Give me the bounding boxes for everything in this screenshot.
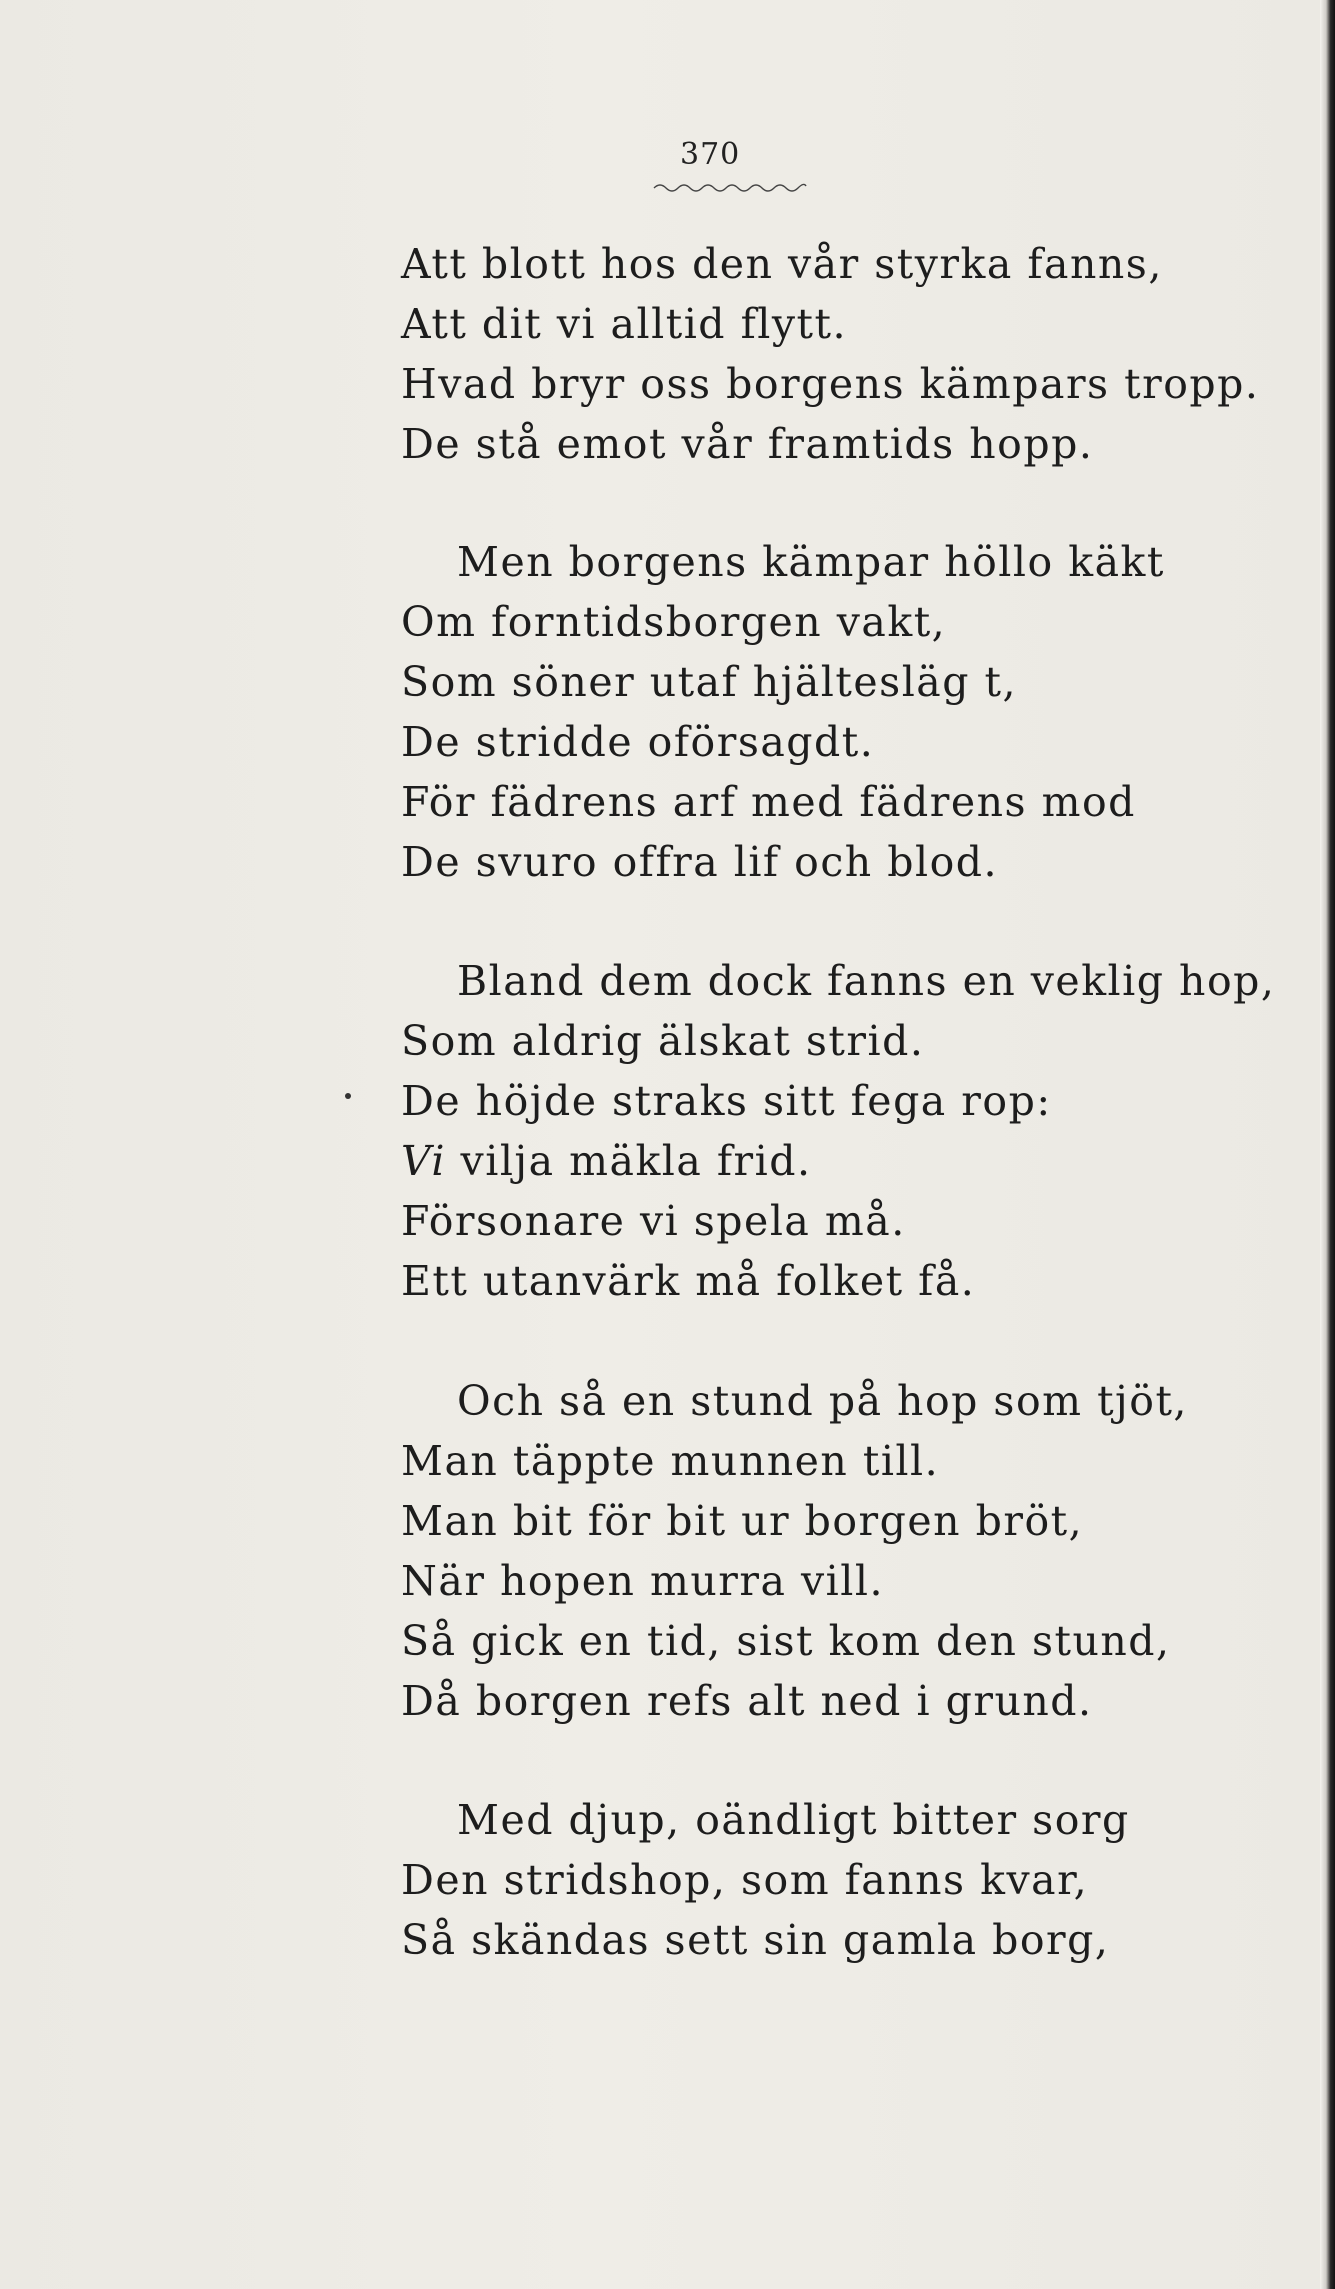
poem-line: Som söner utaf hjältesläg t,: [401, 658, 1018, 706]
poem-line: Och så en stund på hop som tjöt,: [457, 1377, 1188, 1425]
page-number: 370: [680, 137, 741, 172]
poem-line: Man bit för bit ur borgen bröt,: [401, 1497, 1084, 1545]
poem-line: För fädrens arf med fädrens mod: [401, 778, 1136, 826]
poem-line: [401, 1137, 812, 1185]
poem-line: Hvad bryr oss borgens kämpars tropp.: [401, 360, 1260, 408]
ink-speck: [345, 1093, 351, 1099]
poem-line-rest: vilja mäkla frid.: [460, 1137, 812, 1185]
poem-italic-word: Vi: [401, 1137, 461, 1185]
poem-line: De svuro offra lif och blod.: [401, 838, 999, 886]
poem-line: Man täppte munnen till.: [401, 1437, 940, 1485]
poem-line: Så skändas sett sin gamla borg,: [401, 1916, 1110, 1964]
poem-line: Som aldrig älskat strid.: [401, 1017, 925, 1065]
poem-line: Försonare vi spela må.: [401, 1197, 906, 1245]
poem-line: Att dit vi alltid flytt.: [401, 300, 848, 348]
poem-line: De höjde straks sitt fega rop:: [401, 1077, 1052, 1125]
page-edge: [1320, 0, 1335, 2289]
ornament-divider: [652, 181, 808, 195]
poem-line: De stå emot vår framtids hopp.: [401, 420, 1094, 468]
poem-line: Att blott hos den vår styrka fanns,: [401, 240, 1163, 288]
poem-line: När hopen murra vill.: [401, 1557, 884, 1605]
poem-line: Den stridshop, som fanns kvar,: [401, 1856, 1089, 1904]
poem-line: Då borgen refs alt ned i grund.: [401, 1677, 1093, 1725]
poem-line: Med djup, oändligt bitter sorg: [457, 1796, 1130, 1844]
poem-line: De stridde oförsagdt.: [401, 718, 875, 766]
poem-line: Så gick en tid, sist kom den stund,: [401, 1617, 1171, 1665]
poem-line: Bland dem dock fanns en veklig hop,: [457, 957, 1276, 1005]
poem-line: Men borgens kämpar höllo käkt: [457, 538, 1165, 586]
poem-line: Ett utanvärk må folket få.: [401, 1257, 976, 1305]
poem-line: Om forntidsborgen vakt,: [401, 598, 947, 646]
